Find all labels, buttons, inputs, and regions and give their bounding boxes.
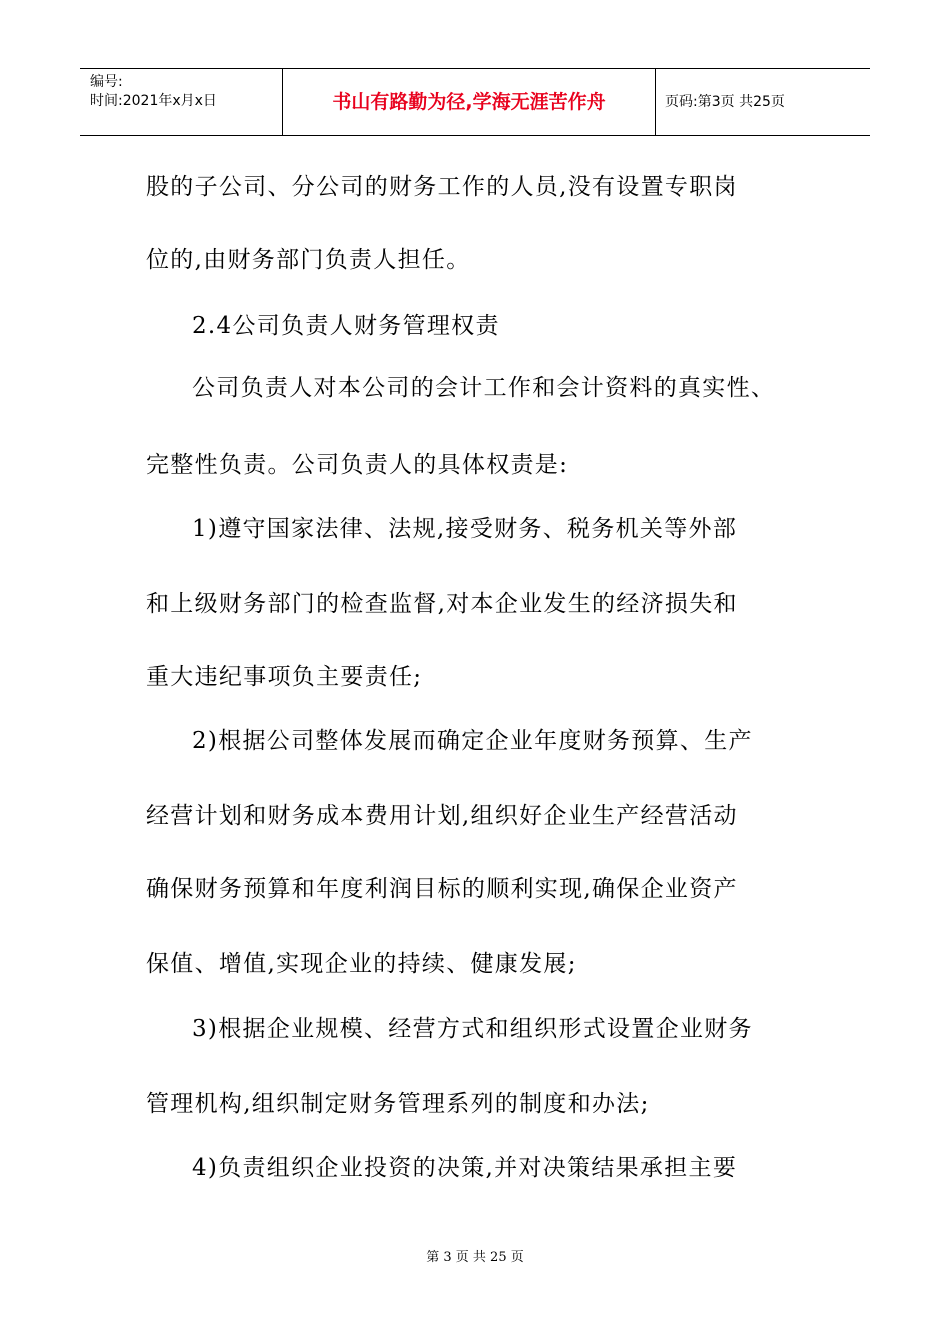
document-number-label: 编号:	[90, 74, 123, 90]
document-time-label: 时间:2021年x月x日	[90, 93, 217, 109]
body-line: 保值、增值,实现企业的持续、健康发展;	[146, 951, 577, 977]
header-page-info: 页码:第3页 共25页	[665, 94, 785, 110]
body-line: 重大违纪事项负主要责任;	[146, 664, 423, 690]
list-item: 2)根据公司整体发展而确定企业年度财务预算、生产	[192, 728, 753, 754]
page-header	[80, 68, 870, 136]
header-motto: 书山有路勤为径,学海无涯苦作舟	[283, 69, 656, 135]
body-line: 股的子公司、分公司的财务工作的人员,没有设置专职岗	[146, 174, 738, 200]
list-item: 1)遵守国家法律、法规,接受财务、税务机关等外部	[192, 516, 738, 542]
list-item: 3)根据企业规模、经营方式和组织形式设置企业财务	[192, 1016, 753, 1042]
body-line: 位的,由财务部门负责人担任。	[146, 247, 471, 273]
body-line: 经营计划和财务成本费用计划,组织好企业生产经营活动	[146, 803, 738, 829]
body-line: 公司负责人对本公司的会计工作和会计资料的真实性、	[192, 375, 776, 401]
page-footer: 第 3 页 共 25 页	[426, 1250, 524, 1265]
body-line: 完整性负责。公司负责人的具体权责是:	[146, 452, 569, 478]
section-heading: 2.4公司负责人财务管理权责	[192, 313, 500, 339]
header-meta	[80, 69, 283, 135]
list-item: 4)负责组织企业投资的决策,并对决策结果承担主要	[192, 1155, 738, 1181]
body-line: 和上级财务部门的检查监督,对本企业发生的经济损失和	[146, 591, 738, 617]
body-line: 确保财务预算和年度利润目标的顺利实现,确保企业资产	[146, 876, 738, 902]
body-line: 管理机构,组织制定财务管理系列的制度和办法;	[146, 1091, 650, 1117]
